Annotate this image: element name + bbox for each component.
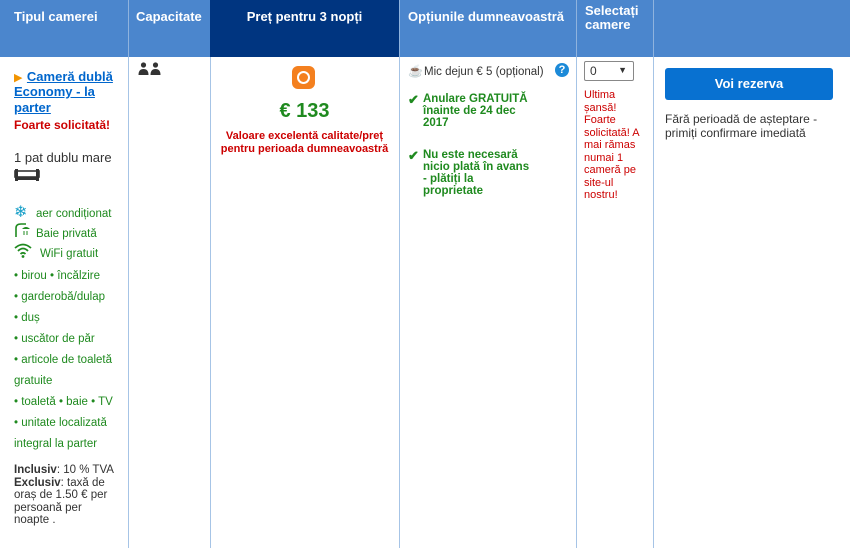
- room-name-link[interactable]: Cameră dublă: [26, 69, 113, 84]
- free-cancellation-line: înainte de 24 dec: [423, 105, 516, 117]
- checkmark-icon: ✔: [408, 92, 419, 107]
- excluded-label: Exclusiv: [14, 476, 61, 489]
- help-icon[interactable]: ?: [555, 63, 569, 77]
- warning-line: solicitată! A: [584, 126, 640, 139]
- warning-line: numai 1: [584, 151, 624, 164]
- bed-icon: [14, 168, 40, 182]
- high-demand-label: Foarte solicitată!: [14, 118, 111, 132]
- header-room-type: Tipul camerei: [14, 9, 98, 24]
- booking-note: [665, 112, 845, 140]
- excluded-text: oraș de 1.50 € per: [14, 489, 108, 501]
- no-prepayment-line: - plătiți la: [423, 173, 474, 185]
- snowflake-icon: ❄: [14, 204, 28, 221]
- room-quantity-select[interactable]: [584, 61, 634, 81]
- no-prepayment: [423, 149, 529, 197]
- facility-item: • duș: [14, 312, 40, 324]
- coffee-cup-icon: ☕: [408, 64, 423, 78]
- included-text: : 10 % TVA: [56, 464, 114, 476]
- header-select-line1: Selectați: [585, 3, 639, 18]
- facility-item: • garderobă/dulap: [14, 291, 105, 303]
- amenity-aircon: aer condiționat: [36, 208, 112, 220]
- amenity-wifi: WiFi gratuit: [40, 248, 99, 260]
- header-select-line2: camere: [585, 17, 631, 32]
- booking-note-line: Fără perioadă de așteptare -: [665, 112, 818, 126]
- two-persons-icon: [138, 62, 162, 76]
- caret-right-icon: ▶: [14, 72, 23, 84]
- warning-line: Foarte: [584, 114, 616, 126]
- column-divider: [653, 57, 654, 548]
- booking-note-line: primiți confirmare imediată: [665, 126, 806, 140]
- price-note: [210, 130, 399, 156]
- facility-item: integral la parter: [14, 438, 98, 450]
- amenity-bath: Baie privată: [36, 228, 97, 240]
- warning-line: Ultima: [584, 89, 616, 101]
- warning-line: mai rămas: [584, 139, 636, 151]
- facility-item: gratuite: [14, 375, 53, 387]
- free-cancellation: [423, 93, 528, 129]
- header-divider: [128, 0, 129, 57]
- no-prepayment-line: proprietate: [423, 185, 484, 197]
- header-capacity: Capacitate: [136, 9, 202, 24]
- room-name-link-line2[interactable]: Economy - la: [14, 84, 95, 99]
- header-price[interactable]: Preț pentru 3 nopți: [210, 0, 399, 57]
- header-select-rooms: [585, 0, 645, 57]
- warning-line: cameră pe: [584, 164, 636, 176]
- free-cancellation-line: 2017: [423, 117, 449, 129]
- no-prepayment-line: Nu este necesară: [423, 149, 518, 161]
- checkmark-icon: ✔: [408, 148, 419, 163]
- warning-line: site-ul: [584, 176, 614, 189]
- header-options: Opțiunile dumneavoastră: [408, 9, 565, 24]
- facility-item: • toaletă • baie • TV: [14, 396, 113, 408]
- reserve-button[interactable]: Voi rezerva: [665, 68, 833, 100]
- excluded-text: persoană per: [14, 501, 82, 514]
- column-divider: [399, 57, 400, 548]
- free-cancellation-line: Anulare GRATUITĂ: [423, 93, 528, 105]
- room-name-link-line3[interactable]: parter: [14, 100, 51, 115]
- wifi-icon: [14, 242, 32, 258]
- price-amount: € 133: [279, 100, 330, 122]
- no-prepayment-line: nicio plată în avans: [423, 161, 530, 173]
- value-deal-icon: [292, 66, 315, 89]
- warning-line: nostru!: [584, 189, 618, 201]
- price-note-line: Valoare excelentă calitate/preț: [225, 130, 384, 142]
- facility-item: • uscător de păr: [14, 333, 95, 345]
- excluded-text: : taxă de: [60, 476, 105, 489]
- breakfast-option: Mic dejun € 5 (opțional): [424, 66, 544, 78]
- tax-info: [14, 464, 126, 527]
- header-divider: [576, 0, 577, 57]
- bed-type: 1 pat dublu mare: [14, 150, 112, 165]
- excluded-text: noapte .: [14, 514, 56, 526]
- room-quantity-value: 0: [590, 64, 597, 78]
- header-divider: [653, 0, 654, 57]
- facility-item: • articole de toaletă: [14, 354, 113, 366]
- header-divider: [399, 0, 400, 57]
- column-divider: [576, 57, 577, 548]
- last-chance-warning: [584, 89, 650, 202]
- price-note-line: pentru perioada dumneavoastră: [220, 143, 389, 155]
- chevron-down-icon: ▼: [618, 65, 627, 75]
- warning-line: șansă!: [584, 101, 617, 114]
- facility-item: • birou • încălzire: [14, 270, 101, 282]
- shower-icon: [14, 222, 32, 238]
- included-label: Inclusiv: [14, 464, 57, 476]
- facility-item: • unitate localizată: [14, 417, 107, 429]
- column-divider: [128, 57, 129, 548]
